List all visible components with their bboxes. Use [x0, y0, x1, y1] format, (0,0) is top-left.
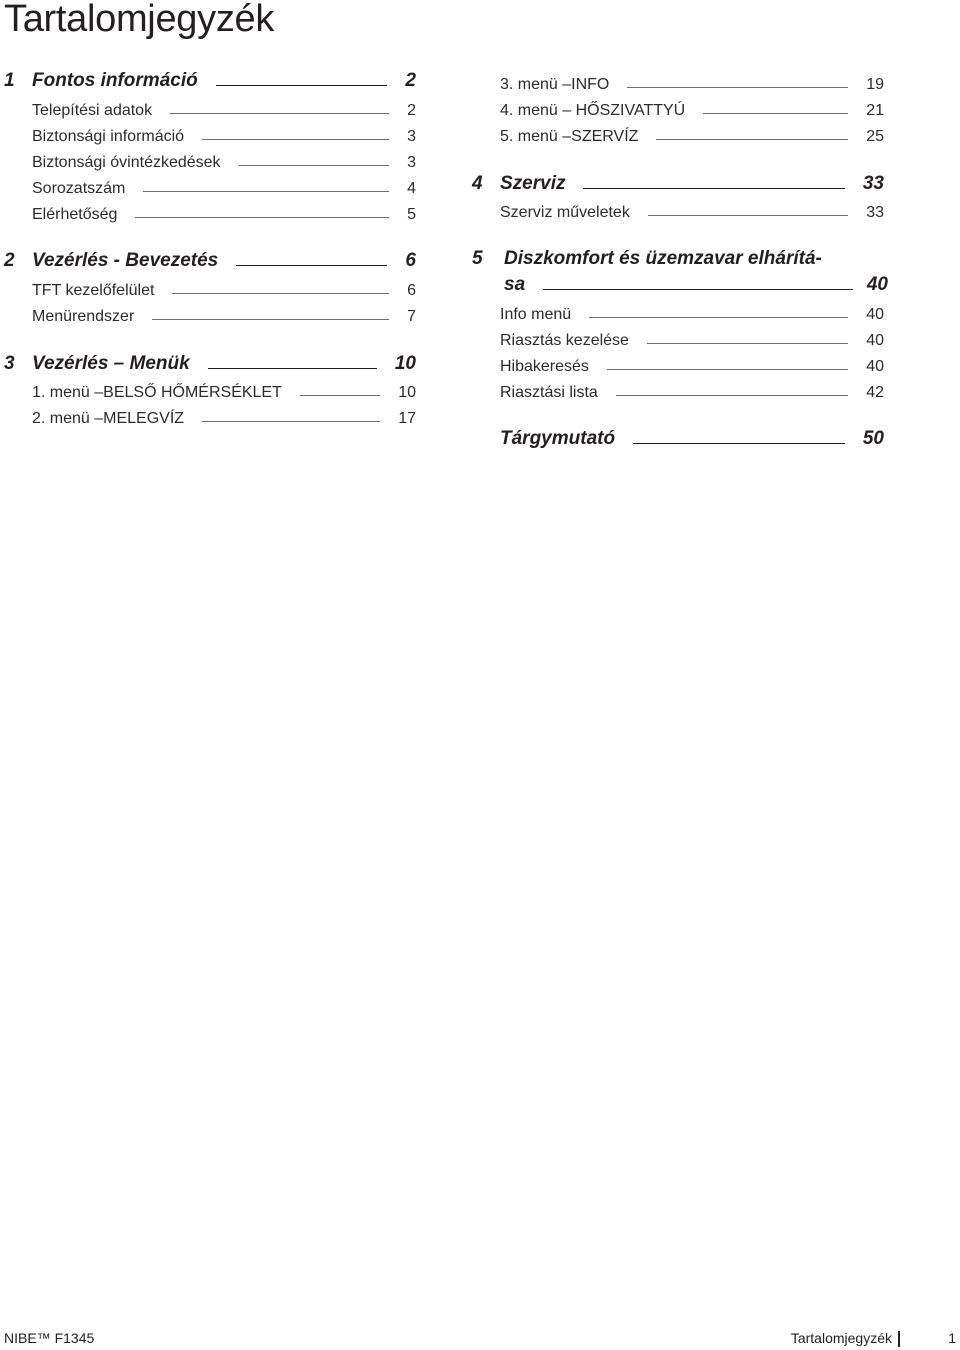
toc-page: 50	[862, 428, 884, 449]
toc-label: Szerviz műveletek	[500, 204, 630, 221]
dot-leader	[135, 217, 389, 218]
toc-entry[interactable]	[4, 68, 416, 92]
toc-label: Hibakeresés	[500, 358, 589, 375]
dot-leader	[633, 443, 845, 444]
toc-entry[interactable]	[500, 326, 884, 350]
toc-label: Elérhetőség	[32, 206, 118, 223]
toc-entry[interactable]	[32, 96, 416, 120]
dot-leader	[300, 395, 380, 396]
toc-page: 21	[866, 102, 884, 119]
toc-label: 5. menü –SZERVÍZ	[500, 128, 639, 145]
toc-label: Vezérlés – Menük	[32, 353, 190, 374]
toc-number: 4	[472, 173, 483, 194]
toc-entry[interactable]	[500, 378, 884, 402]
dot-leader	[543, 289, 853, 290]
toc-label: Sorozatszám	[32, 180, 126, 197]
toc-page: 3	[407, 154, 416, 171]
dot-leader	[208, 368, 377, 369]
toc-label: Fontos információ	[32, 70, 198, 91]
toc-label: Telepítési adatok	[32, 102, 153, 119]
toc-label: 2. menü –MELEGVÍZ	[32, 410, 185, 427]
dot-leader	[143, 191, 389, 192]
toc-label-continuation	[504, 272, 888, 296]
toc-page: 33	[862, 173, 884, 194]
toc-entry[interactable]	[500, 96, 884, 120]
toc-page: 5	[407, 206, 416, 223]
toc-page: 2	[407, 102, 416, 119]
toc-entry[interactable]	[472, 171, 884, 195]
dot-leader	[216, 85, 388, 86]
toc-page: 4	[407, 180, 416, 197]
toc-entry[interactable]	[4, 351, 416, 375]
toc-number: 2	[4, 250, 15, 271]
toc-page: 40	[866, 332, 884, 349]
dot-leader	[589, 317, 848, 318]
toc-entry[interactable]	[32, 302, 416, 326]
dot-leader	[616, 395, 848, 396]
toc-entry[interactable]	[32, 148, 416, 172]
toc-entry[interactable]	[32, 174, 416, 198]
toc-label: 3. menü –INFO	[500, 76, 610, 93]
toc-entry[interactable]	[472, 248, 888, 296]
toc-label: Biztonsági információ	[32, 128, 185, 145]
dot-leader	[607, 369, 848, 370]
toc-entry[interactable]	[32, 122, 416, 146]
footer-section-title: Tartalomjegyzék	[790, 1330, 892, 1346]
dot-leader	[239, 165, 390, 166]
toc-entry[interactable]	[500, 70, 884, 94]
toc-label: TFT kezelőfelület	[32, 282, 155, 299]
toc-label: 1. menü –BELSŐ HŐMÉRSÉKLET	[32, 384, 282, 401]
toc-entry[interactable]	[500, 198, 884, 222]
dot-leader	[648, 215, 848, 216]
dot-leader	[152, 319, 389, 320]
toc-entry[interactable]	[32, 276, 416, 300]
dot-leader	[202, 139, 389, 140]
footer-divider	[898, 1331, 900, 1347]
toc-page: 3	[407, 128, 416, 145]
toc-label: 4. menü – HŐSZIVATTYÚ	[500, 102, 686, 119]
page-footer	[0, 1330, 960, 1350]
toc-entry[interactable]	[4, 248, 416, 272]
toc-page: 2	[405, 70, 416, 91]
dot-leader	[656, 139, 848, 140]
toc-label: Diszkomfort és üzemzavar elhárítá-	[504, 248, 822, 269]
toc-page: 6	[407, 282, 416, 299]
toc-entry[interactable]	[32, 200, 416, 224]
toc-label: Menürendszer	[32, 308, 135, 325]
toc-page: 40	[866, 306, 884, 323]
toc-label: sa	[504, 274, 526, 295]
dot-leader	[583, 188, 844, 189]
dot-leader	[236, 265, 387, 266]
footer-brand: NIBE™ F1345	[4, 1330, 95, 1346]
toc-number: 3	[4, 353, 15, 374]
toc-page: 40	[866, 358, 884, 375]
dot-leader	[647, 343, 848, 344]
toc-page: 25	[866, 128, 884, 145]
toc-page: 10	[398, 384, 416, 401]
toc-page: 19	[866, 76, 884, 93]
toc-page: 10	[394, 353, 416, 374]
toc-label: Vezérlés - Bevezetés	[32, 250, 219, 271]
dot-leader	[703, 113, 848, 114]
dot-leader	[170, 113, 389, 114]
toc-entry[interactable]	[500, 426, 884, 450]
toc-entry[interactable]	[32, 404, 416, 428]
toc-page: 7	[407, 308, 416, 325]
toc-label: Szerviz	[500, 173, 566, 194]
dot-leader	[627, 87, 848, 88]
toc-page: 17	[398, 410, 416, 427]
toc-page: 33	[866, 204, 884, 221]
toc-entry[interactable]	[500, 352, 884, 376]
toc-entry[interactable]	[500, 300, 884, 324]
toc-number: 5	[472, 248, 483, 269]
toc-entry[interactable]	[32, 378, 416, 402]
toc-label: Riasztási lista	[500, 384, 598, 401]
footer-page-number: 1	[948, 1330, 956, 1346]
toc-label: Tárgymutató	[500, 428, 616, 449]
toc-entry[interactable]	[500, 122, 884, 146]
toc-label: Riasztás kezelése	[500, 332, 629, 349]
toc-number: 1	[4, 70, 15, 91]
dot-leader	[172, 293, 389, 294]
toc-label: Biztonsági óvintézkedések	[32, 154, 221, 171]
toc-label: Info menü	[500, 306, 572, 323]
page-title: Tartalomjegyzék	[4, 0, 275, 40]
toc-page: 6	[405, 250, 416, 271]
dot-leader	[202, 421, 380, 422]
toc-page: 42	[866, 384, 884, 401]
toc-page: 40	[866, 274, 888, 295]
